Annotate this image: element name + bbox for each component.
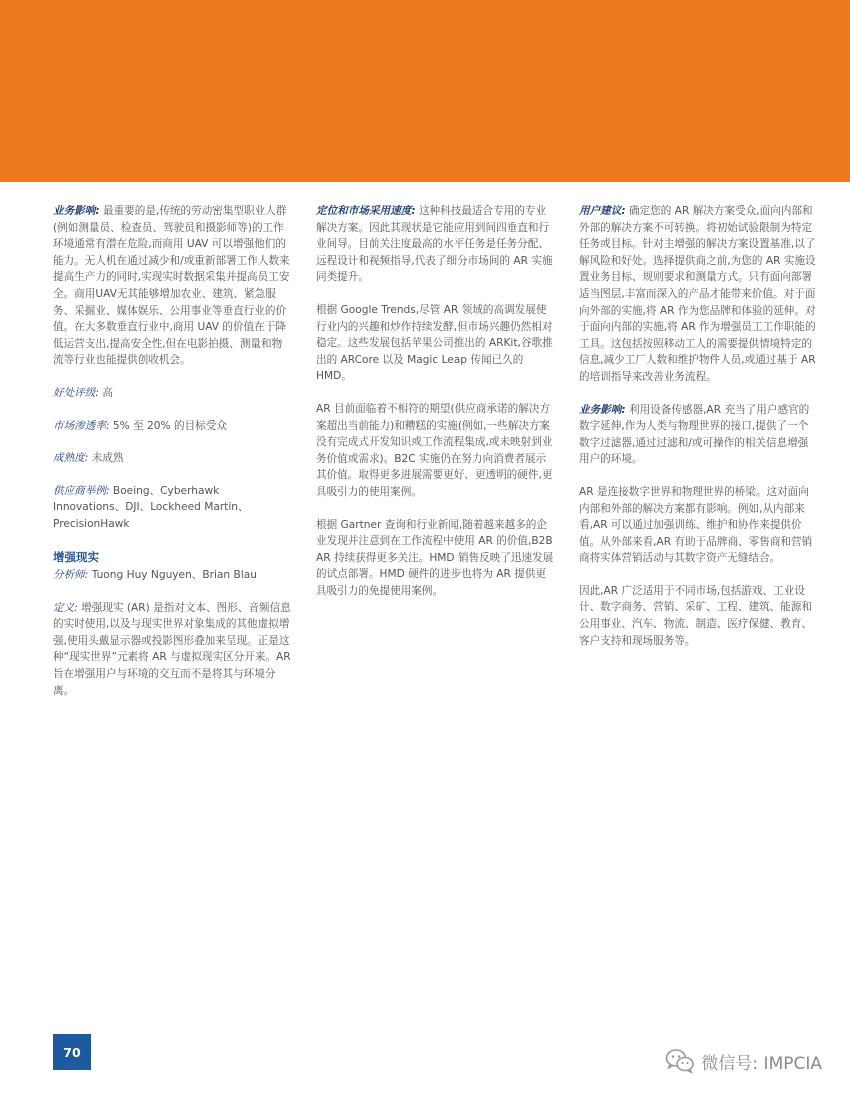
definition-text: 增强现实 (AR) 是指对文本、图形、音频信息的实时使用,以及与现实世界对象集成的其他虚拟增强,使用头戴显示器或投影图形叠加来呈现。正是这种“现实世界”元素将 AR 与虚拟现实区分开来。AR 旨在增强用户与环境的交互而不是将其与环境分离。 xyxy=(53,601,291,697)
wechat-icon xyxy=(665,1048,695,1074)
position-text: 这种科技最适合专用的专业解决方案。因此其现状是它能应用到间四垂直和行业间导。目前关注度最高的水平任务是任务分配、远程设计和视频指导,代表了细分市场间的 AR 实施同类提升。 xyxy=(316,205,553,284)
user-advice-text: 确定您的 AR 解决方案受众,面向内部和外部的解决方案不可转换。将初始试验限制为特定任务或目标。针对主增强的解决方案设置基准,以了解风险和好处。选择提供商之前,为您的 AR 实施设置业务目标、规则要求和测量方式。只有面向部署适当图层,丰富而深入的产品才能带来价值。对于面向外部的实施,将 AR 作为您品牌和体验的延伸。对于面向内部的实施,将 AR 作为增强员工工作职能的工具。这包括按照移动工人的需要提供情境特定的信息,减少工厂人数和维护物件人员,或通过基于 AR 的培训指导来改善业务流程。 xyxy=(579,205,816,383)
definition-paragraph xyxy=(53,600,291,700)
bridge-paragraph: AR 是连接数字世界和物理世界的桥梁。这对面向内部和外部的解决方案都有影响。例如,从内部来看,AR 可以通过加强训练、维护和协作来提供价值。从外部来看,AR 有助于品牌商、零售商和营销商将实体营销活动与其数字资产无缝结合。 xyxy=(579,485,813,565)
column-right xyxy=(579,203,817,665)
user-advice-paragraph xyxy=(579,203,817,386)
page-number-badge xyxy=(53,1034,91,1070)
ar-business-impact-paragraph xyxy=(579,402,817,468)
benefit-rating-label: 好处评级: xyxy=(53,386,99,399)
business-impact-label: 业务影响: xyxy=(53,205,100,217)
ar-business-impact-label: 业务影响: xyxy=(579,403,626,416)
expectations-paragraph: AR 目前面临着不相符的期望(供应商承诺的解决方案超出当前能力)和糟糕的实施(例如,一些解决方案没有完成式开发知识或工作流程集成,或未映射到业务价值或需求)。B2C 实施仍在努力向消费者展示其价值。取得更多进展需要更好、更透明的硬件,更具吸引力的使用案例。 xyxy=(316,402,553,498)
sample-vendors-label: 供应商举例: xyxy=(53,484,110,497)
maturity-value: 未成熟 xyxy=(91,452,124,465)
maturity xyxy=(53,450,291,467)
business-impact-text: 最重要的是,传统的劳动密集型职业人群(例如测量员、检查员、驾驶员和摄影师等)的工作环境通常有潜在危险,而商用 UAV 可以增强他们的能力。无人机在通过减少和/或重新部署工作人数来提高生产力的同时,实现实时数据采集并提高员工安全。商用UAV无其能够增加农业、建筑、紧急服务、采掘业、媒体娱乐、公用事业等垂直行业的价值。在大多数垂直行业中,商用 UAV 的价值在于降低运营支出,提高安全性,但在电影拍摄、测量和物流等行业也能提供创收机会。 xyxy=(53,205,290,367)
business-impact-paragraph xyxy=(53,203,291,369)
position-label: 定位和市场采用速度: xyxy=(316,205,416,217)
watermark xyxy=(665,1048,822,1074)
analysts-value: Tuong Huy Nguyen、Brian Blau xyxy=(91,569,257,582)
market-penetration-value: 5% 至 20% 的目标受众 xyxy=(112,419,227,432)
markets-paragraph: 因此,AR 广泛适用于不同市场,包括游戏、工业设计、数字商务、营销、采矿、工程、建筑、能源和公用事业、汽车、物流、制造、医疗保健、教育、客户支持和现场服务等。 xyxy=(579,584,813,647)
column-left xyxy=(53,203,291,715)
sample-vendors xyxy=(53,483,291,533)
page-number: 70 xyxy=(63,1044,81,1060)
sample-vendors-value: Boeing、Cyberhawk Innovations、DJI、Lockheed Martin、PrecisionHawk xyxy=(53,484,249,530)
market-penetration xyxy=(53,418,291,435)
market-penetration-label: 市场渗透率: xyxy=(53,419,110,432)
position-paragraph xyxy=(316,203,554,286)
watermark-text: 微信号: IMPCIA xyxy=(701,1053,822,1074)
header-banner xyxy=(0,0,850,182)
column-middle xyxy=(316,203,554,615)
definition-label: 定义: xyxy=(53,601,78,614)
analysts-label: 分析师: xyxy=(53,569,89,582)
benefit-rating-value: 高 xyxy=(102,386,113,399)
benefit-rating xyxy=(53,385,291,402)
ar-business-impact-text: 利用设备传感器,AR 充当了用户感官的数字延伸,作为人类与物理世界的接口,提供了一个数字过滤器,通过过滤和/或可操作的相关信息增强用户的环境。 xyxy=(579,403,810,466)
maturity-label: 成熟度: xyxy=(53,452,89,465)
analysts xyxy=(53,567,291,584)
google-trends-paragraph: 根据 Google Trends,尽管 AR 领域的高调发展使行业内的兴趣和炒作持续发酵,但市场兴趣仍然相对稳定。这些发展包括苹果公司推出的 ARKit,谷歌推出的 ARCore 以及 Magic Leap 传闻已久的 HMD。 xyxy=(316,303,553,383)
gartner-paragraph: 根据 Gartner 查询和行业新闻,随着越来越多的企业发现并注意到在工作流程中使用 AR 的价值,B2B AR 持续获得更多关注。HMD 销售反映了迅速发展的试点部署。HMD 硬件的进步也将为 AR 提供更具吸引力的免提使用案例。 xyxy=(316,518,554,597)
section-title: 增强现实 xyxy=(53,549,99,564)
user-advice-label: 用户建议: xyxy=(579,205,626,217)
